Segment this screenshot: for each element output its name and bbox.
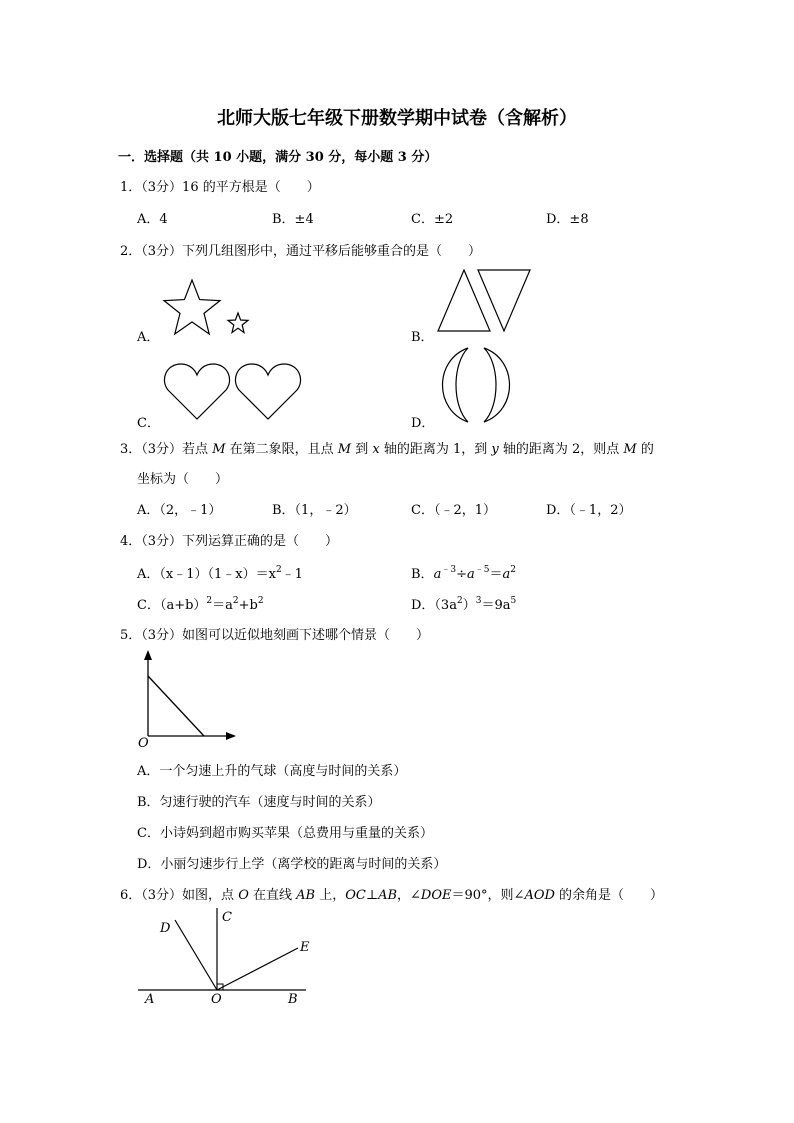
exponent: 2	[257, 596, 264, 606]
line-ab-label: AB	[378, 888, 398, 903]
point-m-label: M	[623, 442, 637, 457]
question-6-text-4: ，∠	[397, 888, 421, 903]
question-1-option-a: A．4	[137, 212, 168, 227]
question-3-option-d: D．（﹣1，2）	[546, 503, 632, 518]
point-a-text: A	[145, 992, 155, 1007]
question-6-text-1: 6．（3分）如图，点	[120, 888, 239, 903]
right-heart-shape	[235, 364, 300, 419]
question-6-text-6: 的余角是（ ）	[554, 888, 664, 903]
question-4-option-d	[411, 594, 516, 613]
variable-a: a	[433, 567, 442, 582]
angle-aod-label: AOD	[524, 888, 555, 903]
decreasing-line	[148, 676, 204, 736]
x-axis-label: x	[372, 442, 380, 457]
point-d-text: D	[160, 921, 171, 936]
question-5-option-d: D．小丽匀速步行上学（离学校的距离与时间的关系）	[137, 857, 447, 872]
point-o-label: O	[238, 888, 249, 903]
option-c-expression: C．（a+b）	[137, 598, 207, 613]
option-a-tail: ﹣1	[281, 567, 303, 582]
question-1-option-d: D．±8	[546, 212, 589, 227]
large-star-shape	[164, 280, 220, 334]
point-e-text: E	[300, 940, 310, 955]
point-c-label	[222, 910, 232, 925]
right-crescent-shape	[484, 348, 510, 422]
angle-doe-label: DOE	[420, 888, 452, 903]
question-4-option-a	[137, 563, 303, 582]
star-figure	[160, 280, 260, 340]
question-5-stem: 5．（3分）如图可以近似地刻画下述哪个情景（ ）	[120, 628, 430, 643]
question-3-stem	[120, 438, 654, 457]
point-b-label	[288, 992, 298, 1007]
point-m-label: M	[337, 442, 352, 457]
segment-oc-label: OC	[345, 888, 366, 903]
point-o-text: O	[211, 992, 222, 1007]
variable-a: a	[466, 567, 475, 582]
option-a-expression: A．（x﹣1）（1﹣x）＝x	[137, 567, 276, 582]
question-2-option-c: C．	[137, 416, 160, 431]
question-2-option-d: D．	[411, 416, 435, 431]
triangle-figure	[438, 268, 533, 334]
ray-oe	[217, 948, 298, 990]
question-2-stem: 2．（3分）下列几组图形中，通过平移后能够重合的是（ ）	[120, 244, 482, 259]
question-3-option-a: A．（2，﹣1）	[137, 503, 222, 518]
exponent: 5	[510, 596, 517, 606]
exponent: 2	[206, 596, 213, 606]
option-c-middle-2: +b	[238, 598, 258, 613]
equals-sign: ＝	[489, 567, 503, 582]
exponent: ﹣3	[441, 565, 457, 575]
y-axis-arrow	[144, 650, 152, 660]
point-b-text: B	[288, 992, 298, 1007]
question-1-option-b: B．±4	[272, 212, 314, 227]
question-1-stem: 1．（3分）16 的平方根是（ ）	[120, 180, 320, 195]
crescent-figure	[440, 346, 512, 424]
question-2-option-b: B．	[411, 330, 434, 345]
question-4-option-b	[411, 563, 516, 582]
variable-a: a	[502, 567, 511, 582]
question-5-option-b: B．匀速行驶的汽车（速度与时间的关系）	[137, 795, 381, 810]
y-axis-label: y	[491, 442, 499, 457]
point-m-label: M	[212, 442, 226, 457]
heart-figure	[164, 362, 304, 422]
point-d-label	[160, 921, 170, 936]
origin-label	[138, 736, 149, 751]
perpendicular-sign: ⊥	[365, 888, 379, 903]
question-3-text-5: 轴的距离为 2，则点	[498, 442, 624, 457]
question-3-option-c: C．（﹣2，1）	[411, 503, 496, 518]
question-2-option-a: A．	[137, 330, 160, 345]
line-ab-label: AB	[296, 888, 316, 903]
question-5-option-c: C．小诗妈到超市购买苹果（总费用与重量的关系）	[137, 826, 433, 841]
question-3-text-4: 轴的距离为 1，到	[379, 442, 492, 457]
option-d-middle-2: ＝9a	[481, 598, 511, 613]
question-4-stem: 4．（3分）下列运算正确的是（ ）	[120, 534, 339, 549]
question-6-text-3: 上，	[315, 888, 346, 903]
option-c-middle: ＝a	[212, 598, 233, 613]
question-6-stem	[120, 884, 663, 903]
origin-label-text: O	[138, 736, 149, 751]
question-3-stem-line-2: 坐标为（ ）	[137, 472, 229, 487]
question-6-text-5: ＝90°，则∠	[451, 888, 525, 903]
question-3-text-1: 3．（3分）若点	[120, 442, 213, 457]
exponent: 2	[232, 596, 239, 606]
graph-figure	[138, 648, 238, 742]
option-b-prefix: B．	[411, 567, 434, 582]
question-6-text-2: 在直线	[248, 888, 297, 903]
exponent: 2	[456, 596, 463, 606]
point-e-label	[300, 940, 310, 955]
point-o-label	[211, 992, 222, 1007]
divide-sign: ÷	[456, 567, 467, 582]
small-star-shape	[228, 313, 248, 333]
x-axis-arrow	[226, 732, 236, 740]
section-heading: 一．选择题（共 10 小题，满分 30 分，每小题 3 分）	[118, 150, 438, 165]
exponent: 3	[475, 596, 482, 606]
option-d-middle: ）	[462, 598, 476, 613]
option-d-expression: D．（3a	[411, 598, 457, 613]
question-3-text-2: 在第二象限，且点	[225, 442, 338, 457]
exponent: 2	[275, 565, 282, 575]
point-a-label	[145, 992, 154, 1007]
question-5-option-a: A．一个匀速上升的气球（高度与时间的关系）	[137, 764, 407, 779]
question-3-text-3: 到	[351, 442, 373, 457]
question-3-option-b: B．（1，﹣2）	[272, 503, 357, 518]
question-4-option-c	[137, 594, 264, 613]
exponent: 2	[510, 565, 516, 575]
left-heart-shape	[164, 364, 229, 419]
point-c-text: C	[222, 910, 232, 925]
ray-od	[175, 920, 217, 990]
question-1-option-c: C．±2	[411, 212, 454, 227]
exponent: ﹣5	[474, 565, 490, 575]
question-3-text-6: 的	[636, 442, 654, 457]
left-crescent-shape	[443, 348, 469, 422]
page-title: 北师大版七年级下册数学期中试卷（含解析）	[217, 108, 577, 129]
